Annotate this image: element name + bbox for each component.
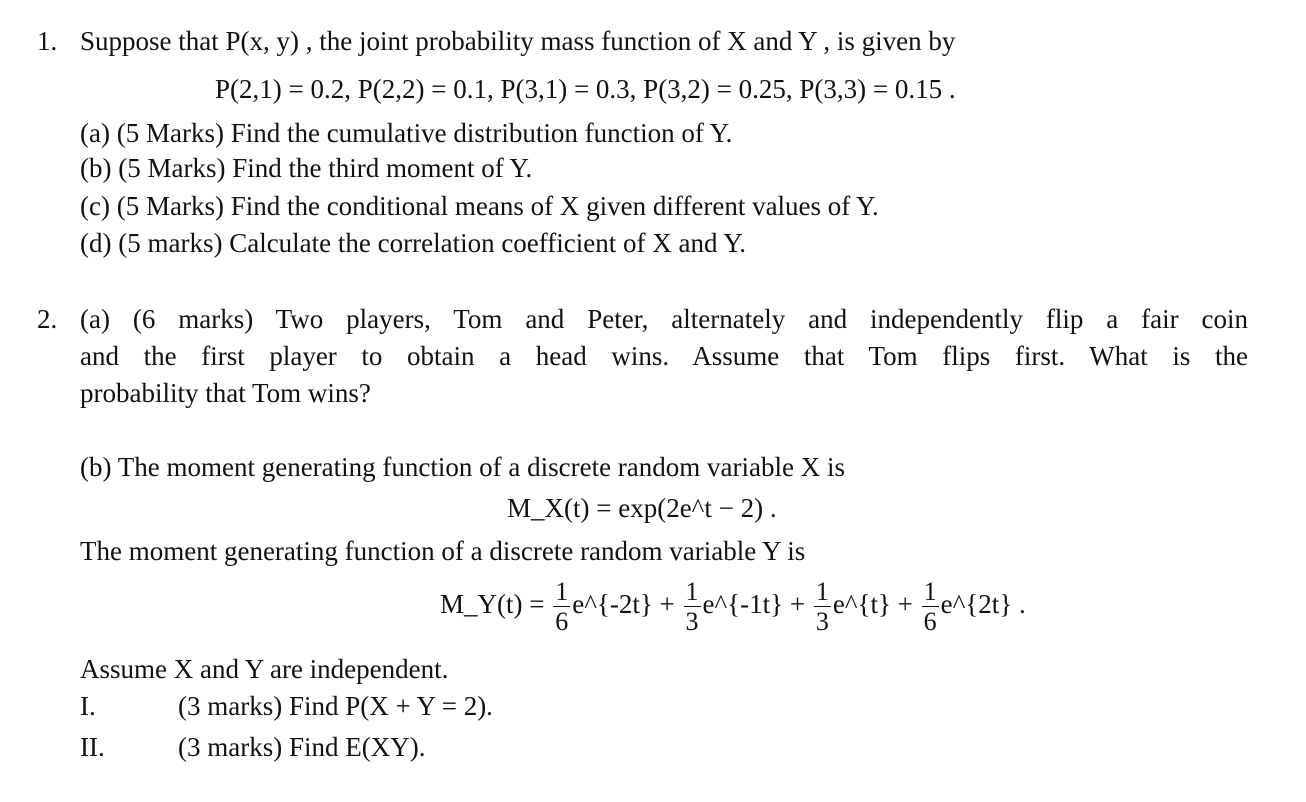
denominator: 3 <box>815 606 829 636</box>
fraction-term-1 <box>553 576 570 636</box>
q2-a-line-3: probability that Tom wins? <box>80 378 371 408</box>
numerator: 1 <box>923 576 937 606</box>
mgf-y-equation: M_Y(t) = $\frac{1}{6}$ e^{-2t} + $\frac{1}{3}$ e^{-1t} + $\frac{1}{3}$ e^{t} + $\frac{1}{6}$ e^{2t} . <box>440 576 1026 636</box>
mgf-y-lhs: M_Y(t) = <box>440 589 545 619</box>
exp-term-1: e^{-2t} <box>572 589 653 619</box>
q2-sub-1-label: I. <box>80 691 96 721</box>
numerator: 1 <box>815 576 829 606</box>
q2-a-line-2: and the first player to obtain a head wins. Assume that Tom flips first. What is the <box>80 341 1248 371</box>
numerator: 1 <box>685 576 699 606</box>
q2-assume: Assume X and Y are independent. <box>80 654 449 684</box>
exp-term-3: e^{t} <box>832 589 891 619</box>
q1-part-c: (c) (5 Marks) Find the conditional means of X given different values of Y. <box>80 191 879 221</box>
denominator: 3 <box>685 606 699 636</box>
q2-sub-1-text: (3 marks) Find P(X + Y = 2). <box>178 691 493 721</box>
q2-sub-2-text: (3 marks) Find E(XY). <box>178 732 426 762</box>
q1-intro: Suppose that P(x, y) , the joint probability mass function of X and Y , is given by <box>80 26 956 56</box>
q2-a-line-1: (a) (6 marks) Two players, Tom and Peter, alternately and independently flip a fair coin <box>80 304 1248 334</box>
fraction-term-2 <box>684 576 701 636</box>
q2-sub-2-label: II. <box>80 732 105 762</box>
q2-b-intro: (b) The moment generating function of a discrete random variable X is <box>80 452 845 482</box>
q1-number: 1. <box>37 26 58 56</box>
fraction-term-4 <box>922 576 939 636</box>
q1-part-b: (b) (5 Marks) Find the third moment of Y. <box>80 153 533 183</box>
numerator: 1 <box>555 576 569 606</box>
q1-part-d: (d) (5 marks) Calculate the correlation coefficient of X and Y. <box>80 228 746 258</box>
q1-part-a: (a) (5 Marks) Find the cumulative distribution function of Y. <box>80 118 733 148</box>
q1-pmf: P(2,1) = 0.2, P(2,2) = 0.1, P(3,1) = 0.3, P(3,2) = 0.25, P(3,3) = 0.15 . <box>215 74 956 104</box>
exp-term-2: e^{-1t} <box>702 589 784 619</box>
fraction-term-3 <box>814 576 831 636</box>
exp-term-4: e^{2t} <box>940 589 1013 619</box>
denominator: 6 <box>923 606 937 636</box>
denominator: 6 <box>555 606 569 636</box>
q2-number: 2. <box>37 304 58 334</box>
mgf-x-equation: M_X(t) = exp(2e^t − 2) . <box>507 493 777 523</box>
q2-y-intro: The moment generating function of a discrete random variable Y is <box>80 536 806 566</box>
